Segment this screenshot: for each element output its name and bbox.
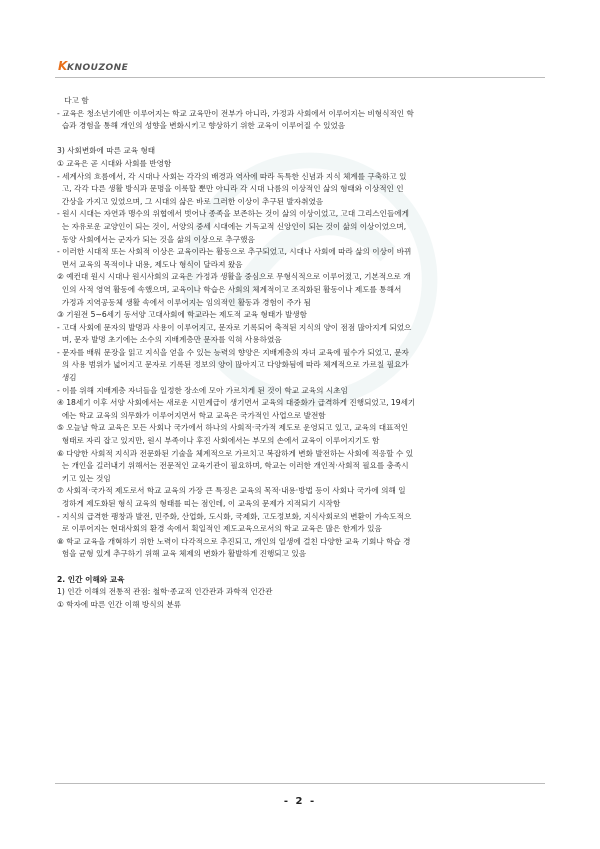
- text-line: 생김: [57, 373, 77, 383]
- blank-line: [57, 561, 543, 574]
- header-rule: [55, 77, 545, 78]
- text-line: ③ 기원전 5~6세기 동서양 고대사회에 학교라는 제도적 교육 형태가 발생함: [57, 310, 307, 320]
- text-line: 인의 사적 영역 활동에 속했으며, 교육이나 학습은 사회의 체계적이고 조직화된 활동이나 제도를 통해서: [57, 284, 402, 294]
- text-line: ⑥ 다양한 사회적 지식과 전문화된 기술을 체계적으로 가르치고 복잡하게 변화 발전하는 사회에 적응할 수 있: [57, 448, 414, 458]
- text-line: 는 개인을 길러내기 위해서는 전문적인 교육기관이 필요하며, 학교는 이러한 개인적·사회적 필요를 충족시: [57, 461, 409, 471]
- text-line: 키고 있는 것임: [57, 473, 111, 483]
- text-line: 2. 인간 이해와 교육: [57, 574, 125, 584]
- text-line: - 원시 시대는 자연과 맹수의 위협에서 벗어나 종족을 보존하는 것이 삶의 이상이었고, 고대 그리스인들에게: [57, 209, 409, 219]
- text-line: - 이러한 시대적 또는 사회적 이상은 교육이라는 활동으로 추구되었고, 시대나 사회에 따라 삶의 이상이 바뀌: [57, 247, 412, 257]
- text-line: 고, 각각 다른 생활 방식과 문명을 이룩할 뿐만 아니라 각 시대 나름의 이상적인 삶의 형태와 이상적인 인: [57, 184, 404, 194]
- text-line: 면서 교육의 목적이나 내용, 제도나 형식이 달라져 왔음: [57, 259, 243, 269]
- text-line: 동양 사회에서는 군자가 되는 것을 삶의 이상으로 추구했음: [57, 234, 255, 244]
- text-line: 습과 경험을 통해 개인의 성향을 변화시키고 향상하기 위한 교육이 이루어질 수 있었음: [57, 121, 346, 131]
- text-line: ⑧ 학교 교육을 개혁하기 위한 노력이 다각적으로 추진되고, 개인의 일생에 걸친 다양한 교육 기회나 학습 경: [57, 536, 411, 546]
- blank-line: [57, 133, 543, 146]
- text-line: 간상을 가지고 있었으며, 그 시대의 삶은 바로 그러한 이상이 추구된 발자취였음: [57, 196, 324, 206]
- text-line: - 교육은 청소년기에만 이루어지는 학교 교육만이 전부가 아니라, 가정과 사회에서 이루어지는 비형식적인 학: [57, 108, 414, 118]
- text-line: 는 자유로운 교양인이 되는 것이, 서양의 중세 시대에는 기독교적 신앙인이 되는 것이 삶의 이상이었으며,: [57, 221, 407, 231]
- text-line: ② 예컨대 원시 시대나 원시사회의 교육은 가정과 생활을 중심으로 무형식적으로 이루어졌고, 기본적으로 개: [57, 272, 411, 282]
- text-line: ⑦ 사회적·국가적 제도로서 학교 교육의 가장 큰 특징은 교육의 목적·내용·방법 등이 사회나 국가에 의해 일: [57, 486, 406, 496]
- text-line: 형태로 자리 잡고 있지만, 원시 부족이나 후진 사회에서는 부모의 손에서 교육이 이루어지기도 함: [57, 436, 380, 446]
- text-line: ① 학자에 따른 인간 이해 방식의 분류: [57, 599, 181, 609]
- text-line: - 지식의 급격한 팽창과 발전, 민주화, 산업화, 도시화, 국제화, 고도정보화, 지식사회로의 변환이 가속도적으: [57, 511, 412, 521]
- text-line: 로 이루어지는 현대사회의 환경 속에서 획일적인 제도교육으로서의 학교 교육은 많은 한계가 있음: [57, 524, 382, 534]
- text-line: - 세계사의 흐름에서, 각 시대나 사회는 각각의 배경과 역사에 따라 독특한 신념과 지식 체계를 구축하고 있: [57, 171, 407, 181]
- text-line: 1) 인간 이해의 전통적 관점: 철학·종교적 인간관과 과학적 인간관: [57, 587, 273, 597]
- text-line: 에는 학교 교육의 의무화가 이루어지면서 학교 교육은 국가적인 사업으로 발전함: [57, 410, 326, 420]
- page-number: - 2 -: [283, 796, 317, 807]
- text-line: 정하게 제도화된 형식 교육의 형태를 띠는 점인데, 이 교육의 문제가 지적되기 시작함: [57, 499, 341, 508]
- text-line: ④ 18세기 이후 서양 사회에서는 새로운 시민계급이 생기면서 교육의 대중화가 급격하게 진행되었고, 19세기: [57, 398, 416, 408]
- text-line: 가정과 지역공동체 생활 속에서 이루어지는 임의적인 활동과 경험이 주가 됨: [57, 297, 311, 307]
- text-line: ① 교육은 곧 시대와 사회를 반영함: [57, 158, 172, 168]
- text-line: - 고대 사회에 문자의 발명과 사용이 이루어지고, 문자로 기록되어 축적된 지식의 양이 점점 많아지게 되었으: [57, 322, 412, 332]
- footer-rule: [55, 783, 545, 784]
- text-line: 의 사용 범위가 넓어지고 문자로 기록된 정보의 양이 많아지고 다양화됨에 따라 체계적으로 가르칠 필요가: [57, 360, 409, 370]
- text-line: 험을 균형 있게 추구하기 위해 교육 체제의 변화가 활발하게 진행되고 있음: [57, 549, 307, 559]
- text-line: 며, 문자 발명 초기에는 소수의 지배계층만 문자를 익혀 사용하였음: [57, 335, 282, 345]
- text-line: 3) 사회변화에 따른 교육 형태: [57, 146, 156, 156]
- text-line: - 문자를 배워 문장을 읽고 지식을 얻을 수 있는 능력의 향양은 지배계층의 자녀 교육에 필수가 되었고, 문자: [57, 347, 409, 357]
- document-body: [57, 95, 543, 611]
- page-header: [0, 0, 600, 80]
- text-line: - 이를 위해 지배계층 자녀들을 일정한 장소에 모아 가르치게 된 것이 학교 교육의 시초임: [57, 385, 348, 395]
- text-line: ⑤ 오늘날 학교 교육은 모든 사회나 국가에서 하나의 사회적·국가적 제도로 운영되고 있고, 교육의 대표적인: [57, 423, 409, 433]
- text-line: 다고 함: [57, 96, 89, 105]
- knouzone-logo: KKNOUZONE: [58, 59, 129, 73]
